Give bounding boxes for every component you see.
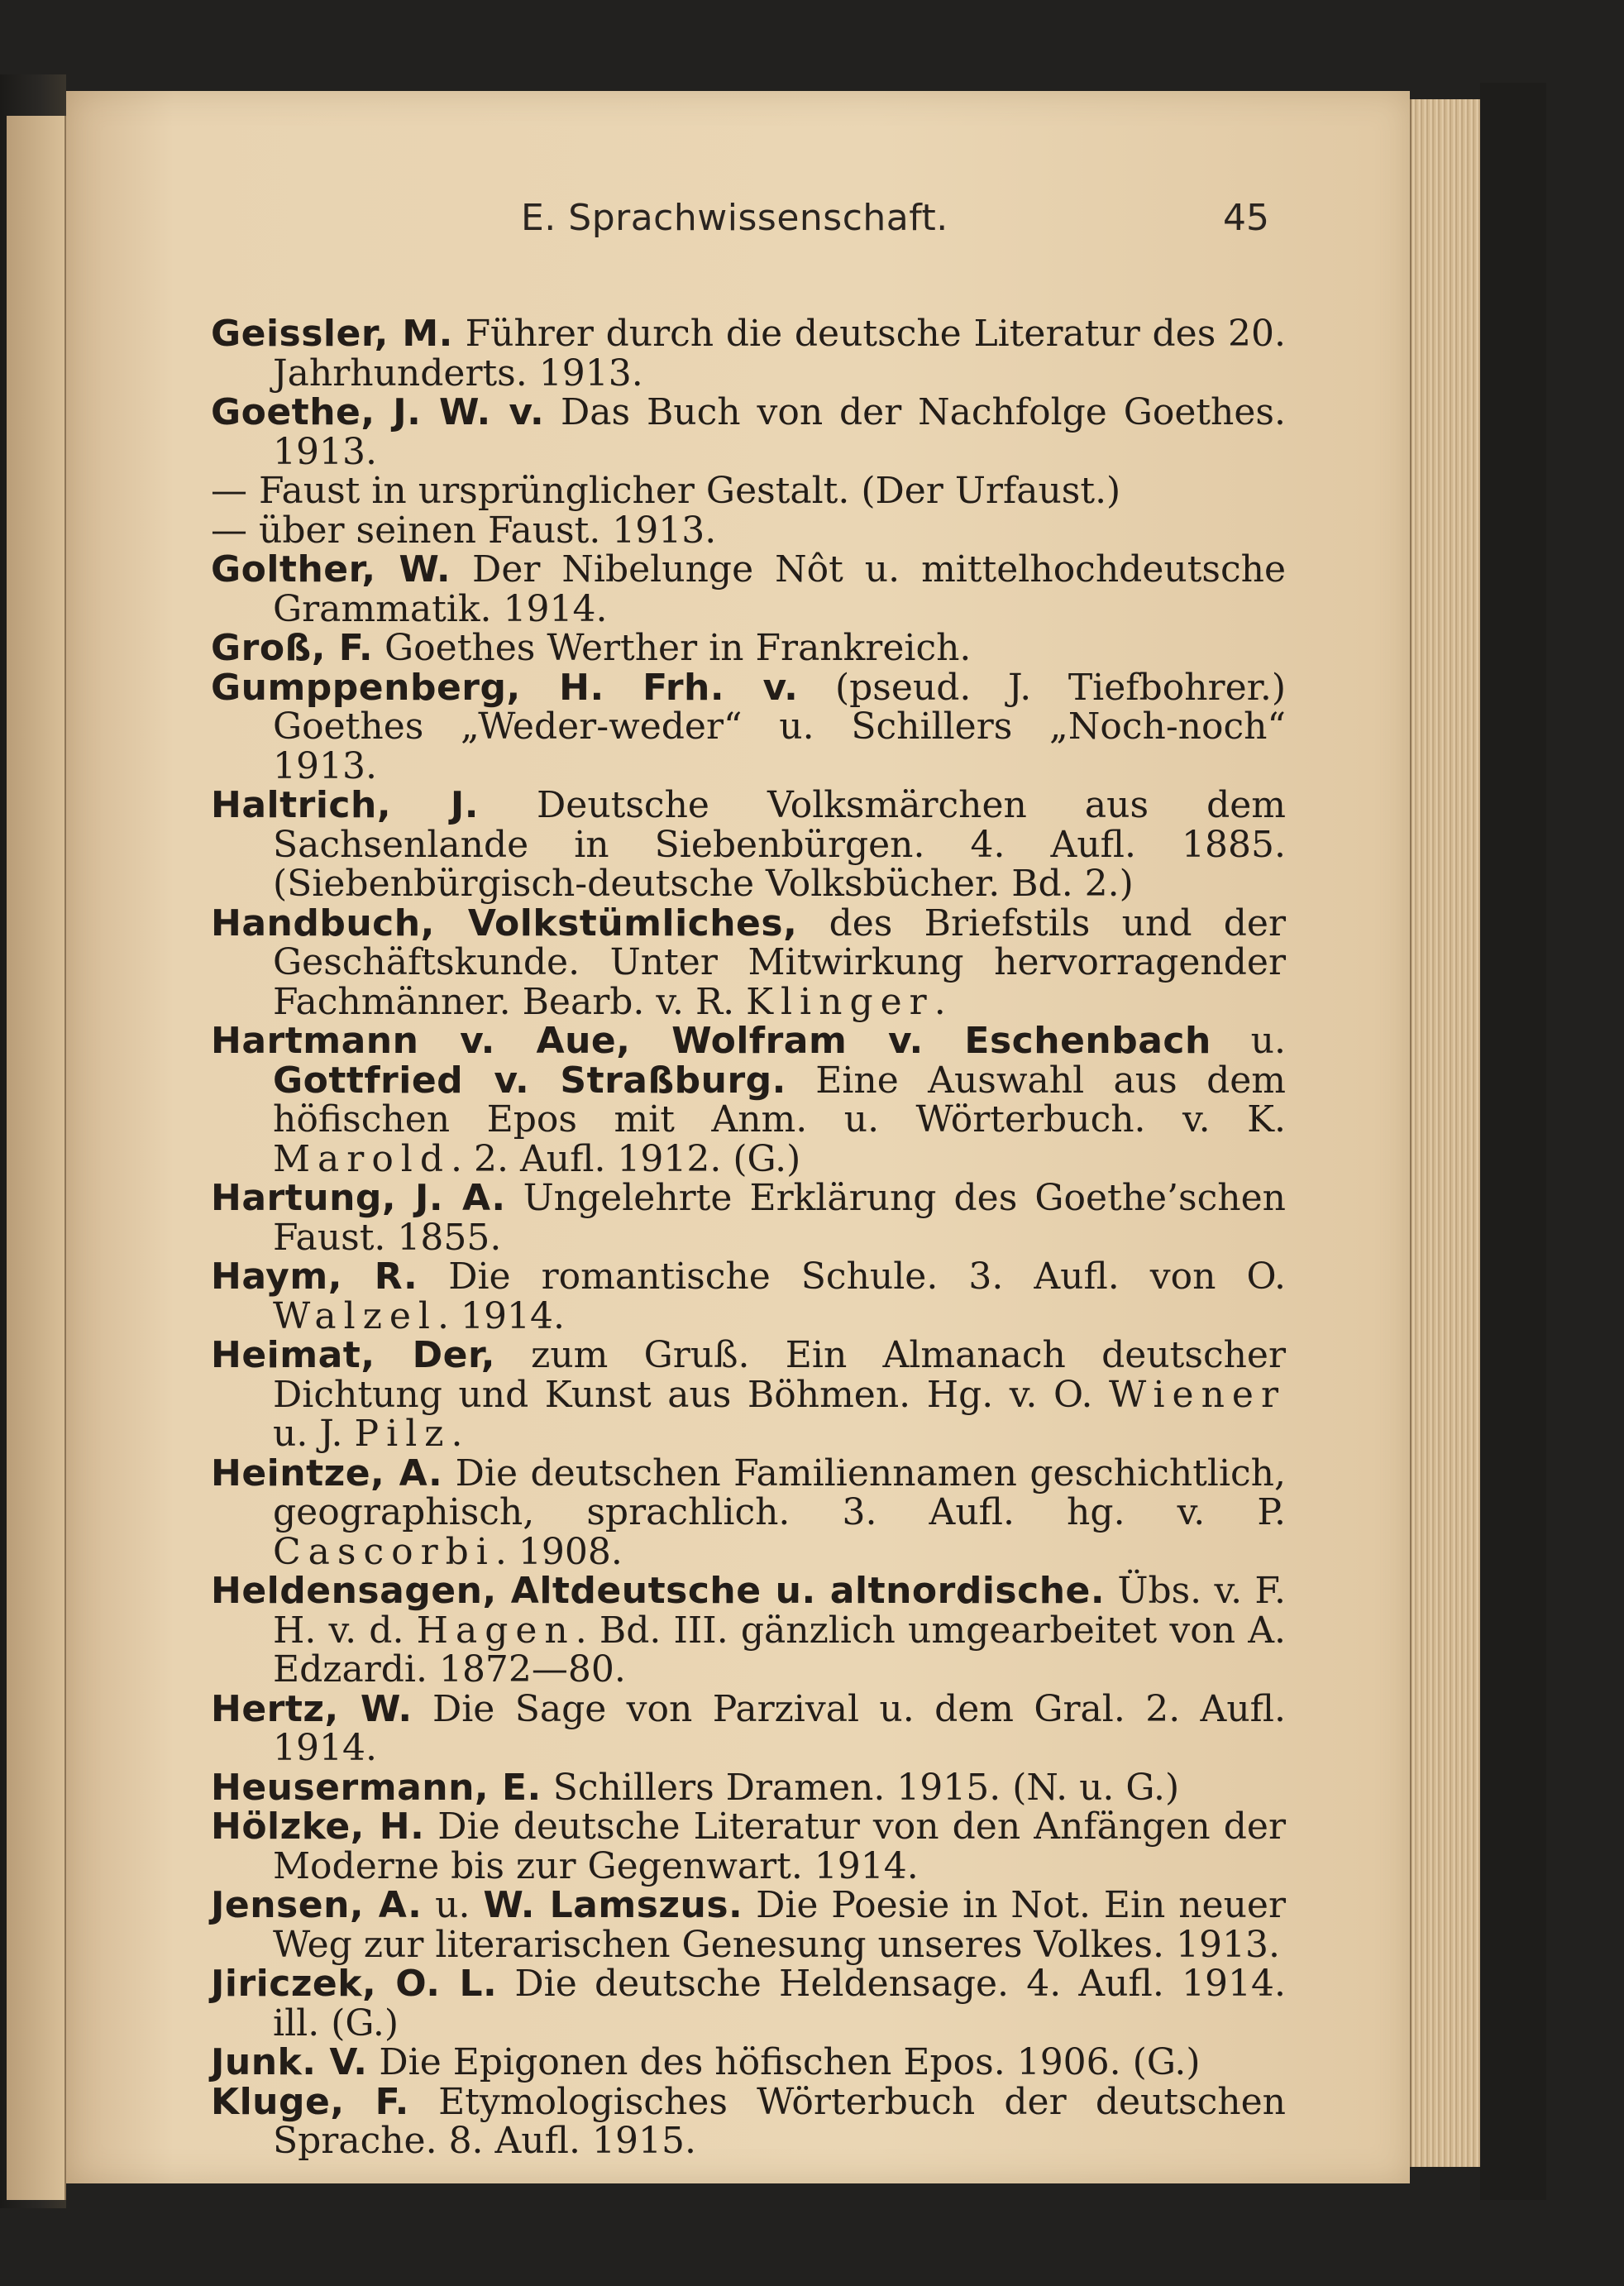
- entry-author-secondary: Gottfried v. Straßburg.: [273, 1059, 786, 1102]
- bibliography-entry: [211, 1021, 1286, 1179]
- entry-text: Führer durch die deutsche Literatur des 20. Jahrhunderts. 1913.: [273, 313, 1286, 395]
- entry-author: Haym, R.: [211, 1255, 418, 1298]
- entry-text: — über seinen Faust. 1913.: [211, 509, 717, 552]
- page-number: 45: [1223, 197, 1269, 239]
- entry-spaced-name: Wiener: [1109, 1373, 1286, 1416]
- bibliography-entry: [211, 901, 1286, 1023]
- entry-text: Die romantische Schule. 3. Aufl. von O.: [418, 1255, 1286, 1298]
- entry-spaced-name: Walzel: [273, 1294, 437, 1337]
- bibliography-entry: [211, 314, 1286, 393]
- entry-text: Deutsche Volksmärchen aus dem Sachsenlande in Siebenbürgen. 4. Aufl. 1885. (Siebenbürgisch-deutsche Volksbücher. Bd. 2.): [273, 784, 1286, 905]
- entry-text: Die Epigonen des höfischen Epos. 1906. (G.): [367, 2041, 1201, 2083]
- entry-author: Haltrich, J.: [211, 784, 479, 826]
- entry-text: Etymologisches Wörterbuch der deutschen Sprache. 8. Aufl. 1915.: [273, 2080, 1286, 2162]
- entry-text: Ungelehrte Erklärung des Goethe’schen Faust. 1855.: [273, 1177, 1286, 1259]
- running-header: [128, 189, 1269, 246]
- entry-text-continued: Die Poesie in Not. Ein neuer Weg zur literarischen Genesung unseres Volkes. 1913.: [273, 1884, 1286, 1966]
- entry-text-tail: .: [934, 980, 946, 1023]
- entry-author: Kluge, F.: [211, 2080, 409, 2123]
- book-cover-right: [1480, 83, 1546, 2200]
- entry-text-tail: . Bd. III. gänzlich umgearbeitet von A. Edzardi. 1872—80.: [273, 1609, 1286, 1691]
- entry-text: Die deutsche Heldensage. 4. Aufl. 1914. ill. (G.): [273, 1963, 1286, 2044]
- entry-text: Die Sage von Parzival u. dem Gral. 2. Aufl. 1914.: [273, 1687, 1287, 1769]
- entry-spaced-name: Marold: [273, 1137, 451, 1180]
- bibliography-list: [211, 314, 1286, 2161]
- bibliography-entry: [211, 1179, 1286, 1257]
- bibliography-entry: [211, 1257, 1286, 1336]
- bibliography-entry: [211, 1687, 1287, 1769]
- bibliography-entry: [211, 511, 1286, 551]
- bibliography-entry: [211, 1571, 1286, 1690]
- entry-author-secondary: W. Lamszus.: [483, 1884, 743, 1926]
- entry-author: Goethe, J. W. v.: [211, 391, 545, 433]
- entry-spaced-name: Cascorbi: [273, 1530, 495, 1573]
- bibliography-entry: [211, 393, 1286, 471]
- entry-author: Hartmann v. Aue, Wolfram v. Eschenbach: [211, 1020, 1211, 1062]
- entry-text: (pseud. J. Tiefbohrer.) Goethes „Weder-weder“ u. Schillers „Noch-noch“ 1913.: [273, 666, 1286, 787]
- entry-text-tail: . 1914.: [437, 1294, 565, 1337]
- entry-spaced-name-secondary: Pilz: [354, 1413, 451, 1455]
- entry-text: Goethes Werther in Frankreich.: [373, 627, 972, 669]
- entry-text: u.: [422, 1884, 484, 1926]
- entry-text: — Faust in ursprünglicher Gestalt. (Der Urfaust.): [211, 470, 1121, 512]
- entry-text: u.: [1211, 1020, 1286, 1062]
- entry-text-tail-secondary: .: [451, 1413, 463, 1455]
- entry-text-tail: u. J.: [273, 1413, 355, 1455]
- entry-author: Groß, F.: [211, 627, 374, 669]
- entry-text: Das Buch von der Nachfolge Goethes. 1913.: [273, 391, 1286, 473]
- entry-author: Heimat, Der,: [211, 1334, 495, 1376]
- bibliography-entry: [211, 668, 1286, 787]
- entry-author: Jensen, A.: [211, 1884, 423, 1926]
- entry-author: Junk. V.: [211, 2041, 368, 2083]
- section-title: E. Sprachwissenschaft.: [521, 197, 948, 239]
- entry-spaced-name: Klinger: [746, 980, 934, 1023]
- page-block-edges: [1410, 99, 1482, 2167]
- bibliography-entry: [211, 629, 1286, 668]
- bibliography-entry: [211, 2080, 1286, 2162]
- entry-author: Geissler, M.: [211, 313, 453, 355]
- entry-text: zum Gruß. Ein Almanach deutscher Dichtung und Kunst aus Böhmen. Hg. v. O.: [273, 1334, 1286, 1416]
- entry-author: Heldensagen, Altdeutsche u. altnordische.: [211, 1570, 1106, 1612]
- entry-author: Gumppenberg, H. Frh. v.: [211, 666, 799, 709]
- entry-author: Heusermann, E.: [211, 1766, 542, 1809]
- entry-author: Heintze, A.: [211, 1451, 443, 1495]
- bibliography-entry: [211, 1451, 1286, 1573]
- entry-author: Hölzke, H.: [211, 1805, 425, 1848]
- entry-text-tail: . 1908.: [494, 1530, 623, 1573]
- entry-spaced-name: Hagen: [416, 1609, 576, 1652]
- entry-author: Jiriczek, O. L.: [211, 1963, 498, 2005]
- bibliography-entry: [211, 1336, 1286, 1454]
- entry-text-continued: Eine Auswahl aus dem höfischen Epos mit Anm. u. Wörterbuch. v. K.: [273, 1059, 1286, 1141]
- entry-text: Schillers Dramen. 1915. (N. u. G.): [541, 1766, 1180, 1809]
- entry-text-tail: . 2. Aufl. 1912. (G.): [451, 1137, 801, 1180]
- bibliography-entry: [211, 1807, 1286, 1886]
- entry-text: Die deutschen Familiennamen geschichtlich, geographisch, sprachlich. 3. Aufl. hg. v. P.: [273, 1451, 1286, 1533]
- entry-author: Handbuch, Volkstümliches,: [211, 901, 798, 945]
- bibliography-entry: [211, 471, 1286, 511]
- bibliography-entry: [211, 786, 1286, 904]
- entry-text: Der Nibelunge Nôt u. mittelhochdeutsche Grammatik. 1914.: [273, 548, 1286, 630]
- entry-text: Übs. v. F. H. v. d.: [273, 1570, 1286, 1652]
- bibliography-entry: [211, 2043, 1286, 2083]
- entry-text: des Briefstils und der Geschäftskunde. Unter Mitwirkung hervorragender Fachmänner. Bearb. v. R.: [273, 901, 1286, 1023]
- facing-page-edge: [7, 116, 66, 2200]
- entry-author: Golther, W.: [211, 548, 451, 591]
- bibliography-entry: [211, 550, 1286, 629]
- bibliography-entry: [211, 1768, 1286, 1808]
- bibliography-entry: [211, 1886, 1286, 1964]
- entry-author: Hertz, W.: [211, 1687, 413, 1730]
- entry-author: Hartung, J. A.: [211, 1177, 506, 1219]
- entry-text: Die deutsche Literatur von den Anfängen der Moderne bis zur Gegenwart. 1914.: [273, 1805, 1286, 1887]
- bibliography-entry: [211, 1964, 1286, 2043]
